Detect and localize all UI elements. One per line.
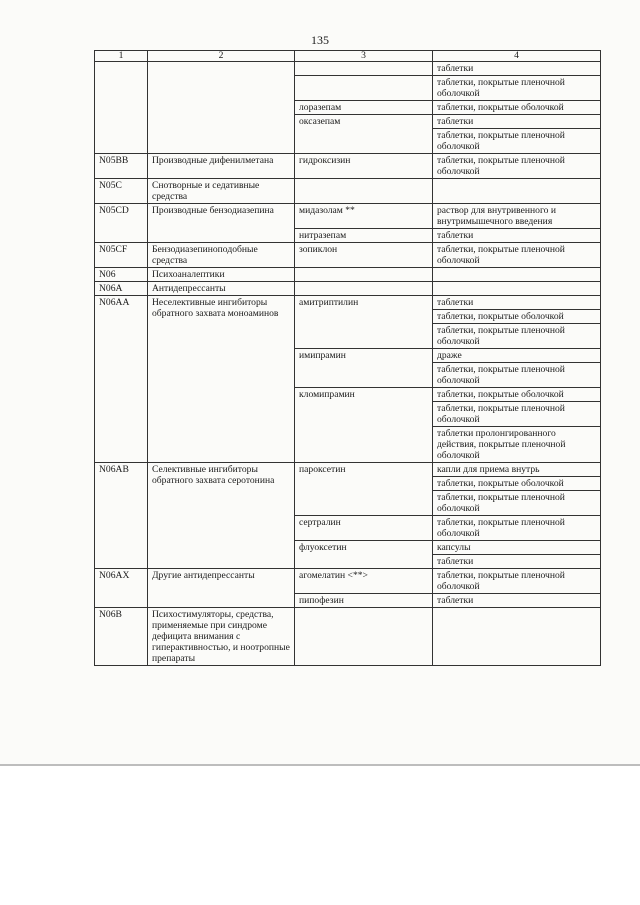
drug-name-cell: оксазепам bbox=[295, 115, 433, 154]
dosage-form-cell: таблетки, покрытые пленочной оболочкой bbox=[433, 154, 601, 179]
table-row bbox=[95, 569, 601, 594]
header-cell-1: 1 bbox=[95, 51, 148, 62]
drug-name-cell: амитриптилин bbox=[295, 296, 433, 349]
dosage-form-cell bbox=[433, 282, 601, 296]
dosage-form-cell: таблетки, покрытые оболочкой bbox=[433, 310, 601, 324]
dosage-form-cell bbox=[433, 608, 601, 666]
dosage-form-cell: таблетки, покрытые оболочкой bbox=[433, 101, 601, 115]
drug-name-cell bbox=[295, 76, 433, 101]
atc-code-cell: N06A bbox=[95, 282, 148, 296]
dosage-form-cell: таблетки, покрытые пленочной оболочкой bbox=[433, 569, 601, 594]
dosage-form-cell: таблетки bbox=[433, 296, 601, 310]
drug-name-cell: кломипрамин bbox=[295, 388, 433, 463]
drug-name-cell: флуоксетин bbox=[295, 541, 433, 569]
table-row bbox=[95, 608, 601, 666]
dosage-form-cell bbox=[433, 179, 601, 204]
group-name-cell: Селективные ингибиторы обратного захвата серотонина bbox=[148, 463, 295, 569]
atc-code-cell: N05BB bbox=[95, 154, 148, 179]
header-cell-2: 2 bbox=[148, 51, 295, 62]
dosage-form-cell: таблетки, покрытые пленочной оболочкой bbox=[433, 243, 601, 268]
group-name-cell: Антидепрессанты bbox=[148, 282, 295, 296]
group-name-cell: Неселективные ингибиторы обратного захвата моноаминов bbox=[148, 296, 295, 463]
group-name-cell: Психостимуляторы, средства, применяемые при синдроме дефицита внимания с гиперактивностью, и ноотропные препараты bbox=[148, 608, 295, 666]
dosage-form-cell: таблетки, покрытые пленочной оболочкой bbox=[433, 491, 601, 516]
dosage-form-cell: таблетки, покрытые пленочной оболочкой bbox=[433, 76, 601, 101]
atc-code-cell: N05C bbox=[95, 179, 148, 204]
table-row bbox=[95, 154, 601, 179]
dosage-form-cell: таблетки, покрытые пленочной оболочкой bbox=[433, 516, 601, 541]
drug-name-cell bbox=[295, 62, 433, 76]
table-row bbox=[95, 463, 601, 477]
drug-name-cell: лоразепам bbox=[295, 101, 433, 115]
drug-name-cell: нитразепам bbox=[295, 229, 433, 243]
dosage-form-cell: таблетки bbox=[433, 555, 601, 569]
dosage-form-cell: раствор для внутривенного и внутримышечного введения bbox=[433, 204, 601, 229]
drug-name-cell: агомелатин <**> bbox=[295, 569, 433, 594]
dosage-form-cell: таблетки, покрытые оболочкой bbox=[433, 388, 601, 402]
table-row bbox=[95, 296, 601, 310]
page-number: 135 bbox=[311, 33, 329, 47]
table-row bbox=[95, 243, 601, 268]
header-cell-3: 3 bbox=[295, 51, 433, 62]
drug-name-cell: сертралин bbox=[295, 516, 433, 541]
table-row bbox=[95, 204, 601, 229]
header-cell-4: 4 bbox=[433, 51, 601, 62]
atc-code-cell: N06B bbox=[95, 608, 148, 666]
drug-name-cell bbox=[295, 608, 433, 666]
drug-name-cell: гидроксизин bbox=[295, 154, 433, 179]
group-name-cell: Бензодиазепиноподобные средства bbox=[148, 243, 295, 268]
atc-code-cell: N06AB bbox=[95, 463, 148, 569]
atc-code-cell: N05CF bbox=[95, 243, 148, 268]
drug-name-cell: зопиклон bbox=[295, 243, 433, 268]
table-row bbox=[95, 282, 601, 296]
group-name-cell: Психоаналептики bbox=[148, 268, 295, 282]
drug-name-cell bbox=[295, 268, 433, 282]
group-name-cell: Снотворные и седативные средства bbox=[148, 179, 295, 204]
atc-code-cell: N06AX bbox=[95, 569, 148, 608]
group-name-cell: Производные дифенилметана bbox=[148, 154, 295, 179]
atc-code-cell: N06 bbox=[95, 268, 148, 282]
atc-code-cell: N05CD bbox=[95, 204, 148, 243]
group-name-cell: Производные бензодиазепина bbox=[148, 204, 295, 243]
dosage-form-cell: таблетки, покрытые пленочной оболочкой bbox=[433, 363, 601, 388]
drug-name-cell: мидазолам ** bbox=[295, 204, 433, 229]
dosage-form-cell: таблетки, покрытые оболочкой bbox=[433, 477, 601, 491]
dosage-form-cell: таблетки bbox=[433, 62, 601, 76]
dosage-form-cell: таблетки, покрытые пленочной оболочкой bbox=[433, 402, 601, 427]
table-body bbox=[95, 51, 601, 666]
dosage-form-cell: капли для приема внутрь bbox=[433, 463, 601, 477]
drug-name-cell: пипофезин bbox=[295, 594, 433, 608]
dosage-form-cell: капсулы bbox=[433, 541, 601, 555]
dosage-form-cell: таблетки, покрытые пленочной оболочкой bbox=[433, 324, 601, 349]
drug-name-cell bbox=[295, 179, 433, 204]
dosage-form-cell: таблетки, покрытые пленочной оболочкой bbox=[433, 129, 601, 154]
header-row bbox=[95, 51, 601, 62]
dosage-form-cell: драже bbox=[433, 349, 601, 363]
dosage-form-cell: таблетки bbox=[433, 594, 601, 608]
table-row bbox=[95, 179, 601, 204]
dosage-form-cell: таблетки пролонгированного действия, покрытые пленочной оболочкой bbox=[433, 427, 601, 463]
table-row bbox=[95, 268, 601, 282]
drug-name-cell: имипрамин bbox=[295, 349, 433, 388]
drug-name-cell bbox=[295, 282, 433, 296]
dosage-form-cell bbox=[433, 268, 601, 282]
dosage-form-cell: таблетки bbox=[433, 229, 601, 243]
table-row bbox=[95, 62, 601, 76]
drug-table bbox=[94, 50, 601, 666]
group-name-cell bbox=[148, 62, 295, 154]
group-name-cell: Другие антидепрессанты bbox=[148, 569, 295, 608]
atc-code-cell: N06AA bbox=[95, 296, 148, 463]
atc-code-cell bbox=[95, 62, 148, 154]
drug-name-cell: пароксетин bbox=[295, 463, 433, 516]
dosage-form-cell: таблетки bbox=[433, 115, 601, 129]
